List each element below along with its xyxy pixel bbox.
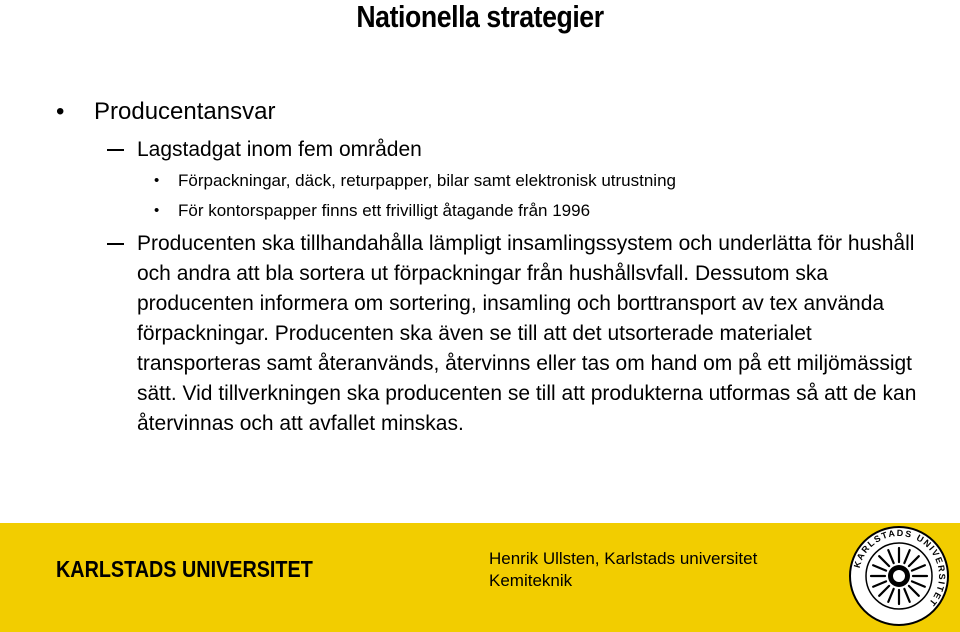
svg-text:KARLSTADS UNIVERSITET: KARLSTADS UNIVERSITET [851,527,948,609]
bullet-text: Producentansvar [94,98,276,125]
dash-icon [107,243,124,245]
sub-sub-bullet-text: För kontorspapper finns ett frivilligt åtagande från 1996 [178,201,591,220]
sub-bullet-paragraph: Producenten ska tillhandahålla lämpligt insamlingssystem och underlätta för hushåll och andra att bla sortera ut förpackningar från hushållsvfall. Dessutom ska producenten informera om sortering, insamling och borttransport av tex använda förpackningar. Producenten ska även se till att det utsorterade materialet transporteras samt återanvänds, återvinns eller tas om hand om på ett miljömässigt sätt. Vid tillverkningen ska producenten se till att produkterna utformas så att de kan återvinnas och att avfallet minskas. [137,232,917,435]
university-name: KARLSTADS UNIVERSITET [56,556,313,582]
sub-sub-bullet-text: Förpackningar, däck, returpapper, bilar samt elektronisk utrustning [178,171,676,190]
dash-icon [107,149,124,151]
footer-bar [0,523,960,632]
department-line: Kemiteknik [489,571,573,590]
author-line: Henrik Ullsten, Karlstads universitet [489,549,758,568]
sub-bullet-text: Lagstadgat inom fem områden [137,138,422,161]
bullet-icon: • [154,172,160,189]
university-seal-icon [848,525,950,627]
bullet-icon: • [154,202,160,219]
slide-title: Nationella strategier [356,0,604,34]
bullet-icon: • [56,98,65,125]
